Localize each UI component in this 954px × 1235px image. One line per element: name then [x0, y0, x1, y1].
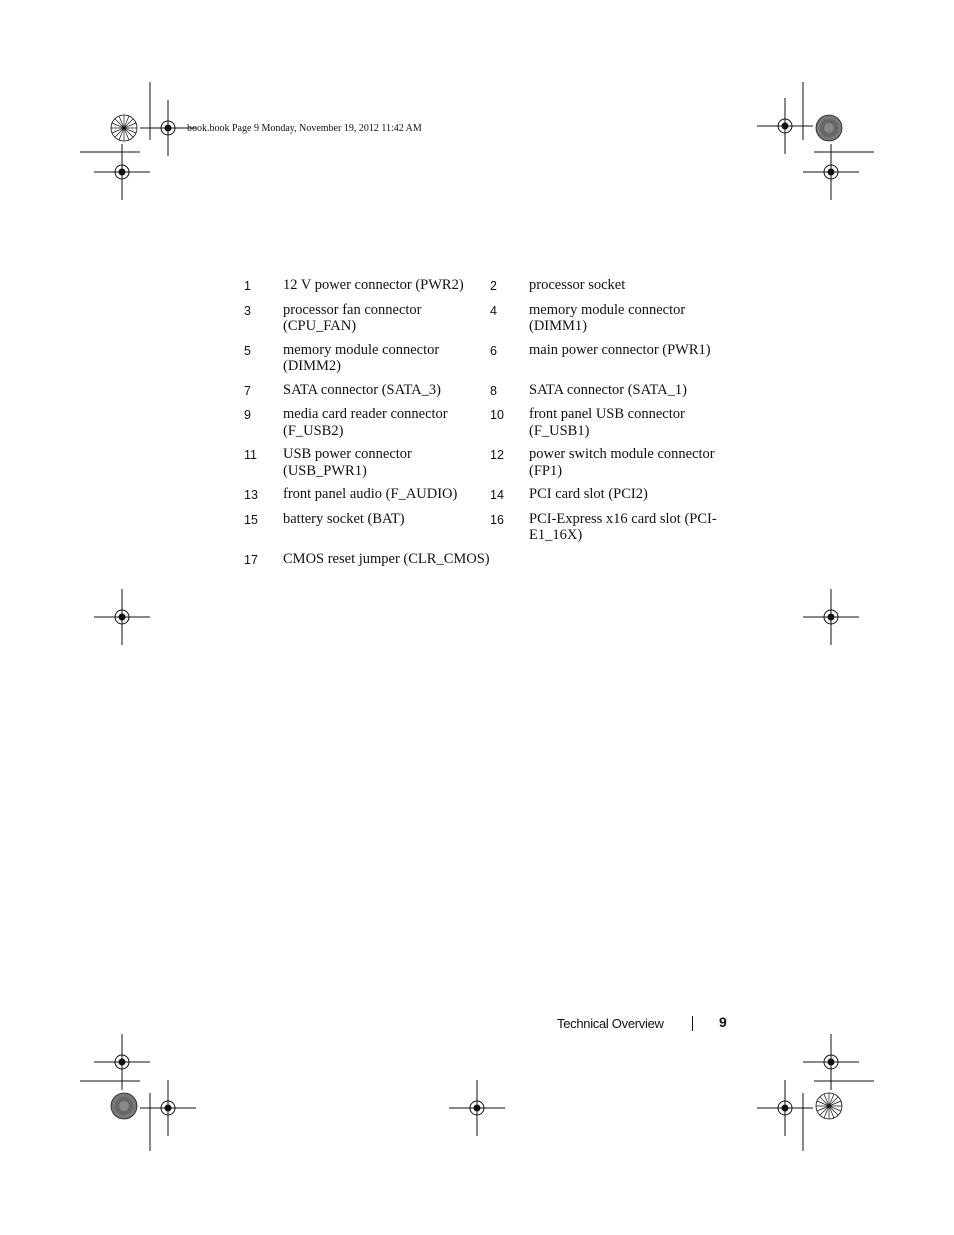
- table-row: [244, 551, 734, 569]
- table-row: [244, 486, 734, 504]
- callout-label: PCI card slot (PCI2): [529, 486, 648, 502]
- callout-number: 15: [244, 512, 258, 527]
- callout-number: 10: [490, 408, 504, 422]
- callout-number: 14: [490, 488, 504, 502]
- table-row: [244, 406, 734, 439]
- callout-label: media card reader connector (F_USB2): [283, 406, 448, 439]
- callout-number: 11: [244, 448, 257, 462]
- callout-label: front panel USB connector (F_USB1): [529, 406, 685, 439]
- callout-number: 5: [244, 343, 251, 358]
- callout-label: SATA connector (SATA_3): [283, 381, 441, 398]
- callout-number: 9: [244, 408, 251, 422]
- callout-label: battery socket (BAT): [283, 510, 405, 527]
- print-slug: book.book Page 9 Monday, November 19, 2012 11:42 AM: [187, 123, 422, 134]
- callout-label: memory module connector (DIMM1): [529, 301, 686, 334]
- callout-label: processor socket: [529, 277, 626, 293]
- table-row: [244, 342, 734, 375]
- callout-label: SATA connector (SATA_1): [529, 381, 687, 398]
- callout-number: 4: [490, 303, 497, 318]
- callout-label: PCI-Express x16 card slot (PCI-E1_16X): [529, 510, 717, 543]
- callout-label: USB power connector (USB_PWR1): [283, 446, 412, 479]
- callout-label: CMOS reset jumper (CLR_CMOS): [283, 550, 490, 567]
- page-number: 9: [719, 1014, 727, 1030]
- callout-number: 2: [490, 279, 497, 293]
- table-row: [244, 302, 734, 335]
- callout-number: 12: [490, 448, 504, 462]
- callout-number: 16: [490, 512, 504, 527]
- callout-number: 3: [244, 303, 251, 318]
- callout-label: power switch module connector (FP1): [529, 446, 715, 479]
- callout-label: main power connector (PWR1): [529, 341, 711, 358]
- callout-label: processor fan connector (CPU_FAN): [283, 301, 422, 334]
- callout-label: front panel audio (F_AUDIO): [283, 486, 458, 502]
- callout-number: 7: [244, 383, 251, 398]
- callout-label: memory module connector (DIMM2): [283, 341, 440, 374]
- callout-number: 17: [244, 552, 258, 567]
- callout-number: 1: [244, 279, 251, 293]
- callout-number: 13: [244, 488, 258, 502]
- footer-separator: [692, 1016, 693, 1031]
- callout-number: 8: [490, 383, 497, 398]
- table-row: [244, 382, 734, 400]
- callout-number: 6: [490, 343, 497, 358]
- footer-section-title: Technical Overview: [557, 1016, 664, 1031]
- callout-label: 12 V power connector (PWR2): [283, 277, 464, 293]
- table-row: [244, 446, 734, 479]
- table-row: [244, 277, 734, 295]
- callout-table: [244, 277, 734, 575]
- table-row: [244, 511, 734, 544]
